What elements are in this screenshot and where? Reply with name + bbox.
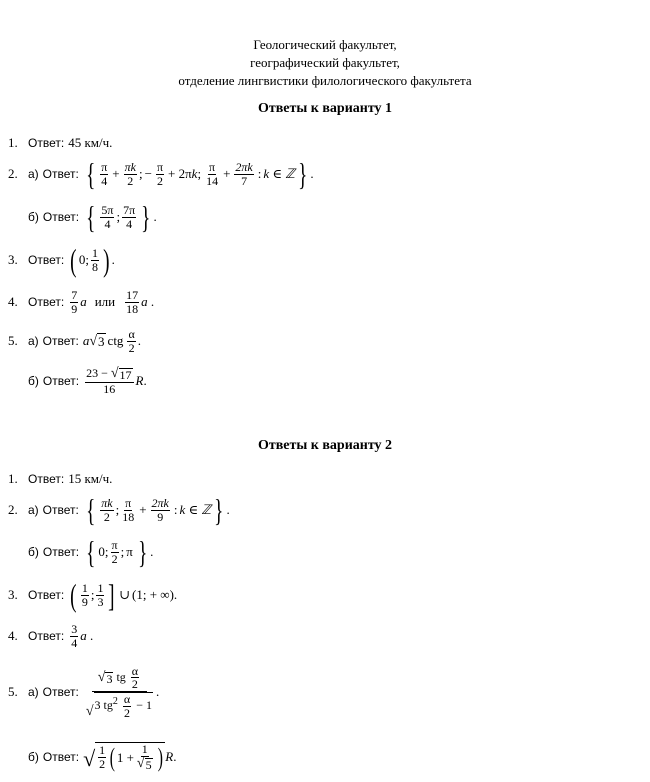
v2-answer-3: 3. Ответ: ( $\frac{1}{9}$ ; $\frac{1}{3}$ ] ∪ (1; + ∞).	[8, 577, 178, 613]
v1-answer-5a: 5. а) Ответ: a √ 3 ctg $\frac{\alpha}{2}$ .	[8, 326, 141, 355]
variant-1-title: Ответы к варианту 1	[257, 101, 393, 116]
v2-answer-2b: б) Ответ: { 0; $\frac{\pi}{2}$ ; π } .	[28, 534, 154, 570]
v1-answer-4: 4. Ответ: $\frac{7}{9}$ a или $\frac{17}{18}$ a .	[8, 287, 155, 316]
v2-answer-5b: б) Ответ: √ $\frac{1}{2}$ ( 1 + 1 √ 5 ) R .	[28, 742, 177, 773]
v2-answer-1: 1. Ответ: 15 км/ч.	[8, 471, 113, 486]
v2-answer-2a: 2. а) Ответ: { $\frac{\pi k}{2}$ ; $\frac{\pi}{18}$ + $\frac{2\pi k}{9}$ : k ∈ ℤ } .	[8, 492, 230, 528]
header-line-3: отделение лингвистики филологического факультета	[178, 73, 472, 88]
v1-answer-2a: 2. а) Ответ: { $\frac{\pi}{4}$ + $\frac{\pi k}{2}$ ; − $\frac{\pi}{2}$ + 2πk; $\frac{\pi}{14}$ + $\frac{2\pi k}{7}$ : k ∈ ℤ } .	[8, 156, 314, 192]
v1-answer-3: 3. Ответ: ( 0; $\frac{1}{8}$ ) .	[8, 242, 115, 278]
header-line-1: Геологический факультет,	[253, 37, 397, 52]
document-header	[0, 36, 650, 90]
variant-2-title: Ответы к варианту 2	[257, 438, 393, 453]
v2-answer-5a: 5. а) Ответ: √ 3 tg $\frac{\alpha}{2}$ √ 3 $tg^2$ $\frac{\alpha}{2}$ − 1 .	[8, 663, 160, 720]
v1-answer-2b: б) Ответ: { $\frac{5\pi}{4}$ ; $\frac{7\pi}{4}$ } .	[28, 199, 157, 235]
v1-answer-5b: б) Ответ: 23 − √ 17 16 R .	[28, 365, 147, 396]
v1-answer-1: 1. Ответ: 45 км/ч.	[8, 135, 113, 150]
header-line-2: географический факультет,	[250, 55, 400, 70]
v2-answer-4: 4. Ответ: $\frac{3}{4}$ a .	[8, 621, 94, 650]
